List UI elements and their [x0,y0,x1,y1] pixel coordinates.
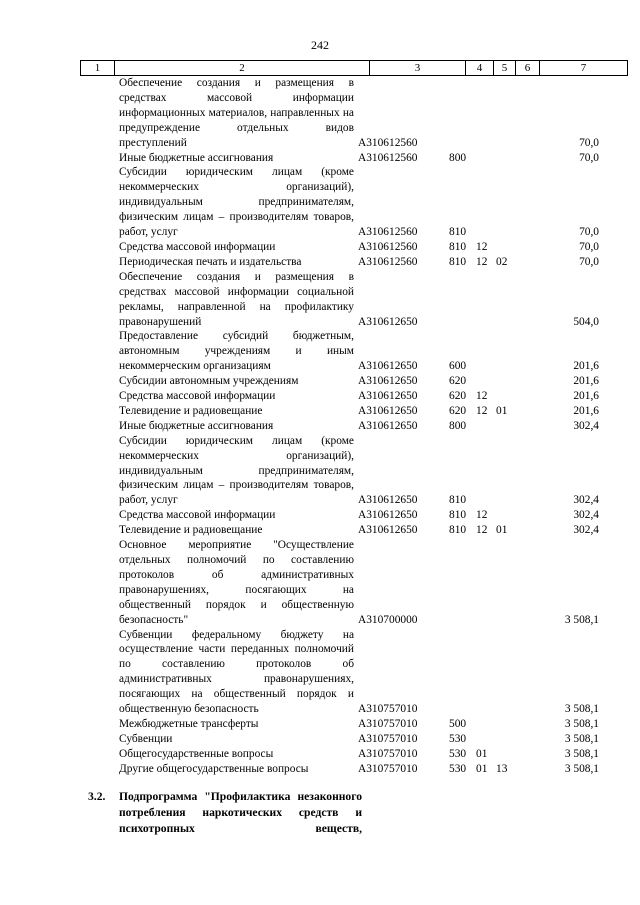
row-code: А310757010 [358,732,418,745]
row-name: Общегосударственные вопросы [119,747,274,760]
row-code: А310612650 [358,524,418,537]
row-code: А310757010 [358,703,418,716]
row-code: А310612560 [358,240,418,253]
header-col-7: 7 [580,62,587,74]
row-name: Другие общегосударственные вопросы [119,762,309,775]
subprogram-title: Подпрограмма "Профилактика незаконного потребления наркотических средств и психотропных веществ, [119,790,362,835]
row-vr: 600 [449,360,467,373]
header-col-4: 4 [466,61,494,75]
row-sum: 201,6 [573,360,599,373]
table-row [80,165,626,240]
row-code: А310612650 [358,494,418,507]
header-col-6: 6 [516,61,540,75]
header-col-5: 5 [494,61,516,75]
row-name: Субвенции федеральному бюджету на осуществление части переданных полномочий по составлению протоколов об административных правонарушениях, посягающих на общественный порядок и общественную безопасность [119,628,354,716]
table-row [80,329,626,374]
table-row [80,747,626,762]
table-row [80,628,626,717]
row-code: А310700000 [358,613,418,626]
row-vr: 530 [449,732,467,745]
row-sum: 201,6 [573,390,599,403]
row-sum: 70,0 [579,151,599,164]
row-sum: 70,0 [579,240,599,253]
subprogram-heading [88,789,368,837]
row-sum: 504,0 [573,315,599,328]
table-row [80,419,626,434]
row-code: А310757010 [358,762,418,775]
row-vr: 810 [449,494,467,507]
row-sum: 201,6 [573,404,599,417]
row-name: Телевидение и радиовещание [119,404,263,417]
row-rz: 12 [476,524,488,537]
row-vr: 810 [449,255,467,268]
header-col-2: 2 [115,61,370,75]
row-sum: 302,4 [573,494,599,507]
row-name: Иные бюджетные ассигнования [119,151,274,164]
row-sum: 3 508,1 [564,747,599,760]
table-row [80,240,626,255]
row-sum: 302,4 [573,524,599,537]
table-row [80,434,626,509]
row-vr: 620 [449,375,467,388]
row-name: Средства массовой информации [119,509,276,522]
row-rz: 12 [476,509,488,522]
table-body [80,76,626,777]
row-vr: 800 [449,151,467,164]
row-sum: 3 508,1 [564,732,599,745]
header-col-3: 3 [370,61,466,75]
row-pr: 01 [496,404,508,417]
row-vr: 810 [449,524,467,537]
table-row [80,270,626,330]
table-row [80,732,626,747]
row-vr: 530 [449,762,467,775]
row-vr: 800 [449,419,467,432]
row-sum: 201,6 [573,375,599,388]
row-rz: 01 [476,747,488,760]
row-vr: 530 [449,747,467,760]
row-rz: 12 [476,404,488,417]
row-code: А310612560 [358,255,418,268]
row-code: А310612650 [358,315,418,328]
row-sum: 3 508,1 [564,613,599,626]
row-vr: 810 [449,509,467,522]
row-name: Телевидение и радиовещание [119,524,263,537]
row-vr: 620 [449,404,467,417]
row-rz: 12 [476,240,488,253]
row-sum: 3 508,1 [564,762,599,775]
row-sum: 302,4 [573,509,599,522]
row-code: А310612650 [358,509,418,522]
row-code: А310757010 [358,747,418,760]
row-pr: 01 [496,524,508,537]
table-row [80,255,626,270]
subprogram-number: 3.2. [88,790,106,803]
row-name: Субсидии юридическим лицам (кроме некоммерческих организаций), индивидуальным предпринимателям, физическим лицам – производителям товаров, работ, услуг [119,434,354,507]
table-row [80,374,626,389]
row-sum: 70,0 [579,226,599,239]
row-name: Субвенции [119,732,173,745]
row-sum: 3 508,1 [564,703,599,716]
table-row [80,538,626,627]
page-number: 242 [311,38,329,52]
row-name: Периодическая печать и издательства [119,255,302,268]
row-rz: 12 [476,255,488,268]
row-name: Предоставление субсидий бюджетным, автономным учреждениям и иным некоммерческим организациям [119,330,354,373]
table-header [80,60,628,76]
row-vr: 500 [449,717,467,730]
row-name: Субсидии автономным учреждениям [119,375,299,388]
row-name: Обеспечение создания и размещения в средствах массовой информации информационных материалов, направленных на предупреждение отдельных видов преступлений [119,77,354,149]
row-sum: 70,0 [579,136,599,149]
row-name: Субсидии юридическим лицам (кроме некоммерческих организаций), индивидуальным предпринимателям, физическим лицам – производителям товаров, работ, услуг [119,166,354,239]
row-sum: 3 508,1 [564,717,599,730]
header-col-1: 1 [81,61,115,75]
row-name: Основное мероприятие "Осуществление отдельных полномочий по составлению протоколов об административных правонарушениях, посягающих на общественный порядок и общественную безопасность" [119,539,354,626]
row-name: Межбюджетные трансферты [119,717,259,730]
row-rz: 01 [476,762,488,775]
row-name: Иные бюджетные ассигнования [119,419,274,432]
row-code: А310612650 [358,404,418,417]
row-name: Обеспечение создания и размещения в средствах массовой информации социальной рекламы, направленной на профилактику правонарушений [119,270,354,328]
row-name: Средства массовой информации [119,240,276,253]
table-row [80,76,626,151]
table-row [80,389,626,404]
row-code: А310612560 [358,136,418,149]
row-code: А310612560 [358,151,418,164]
row-vr: 810 [449,226,467,239]
table-row [80,404,626,419]
row-vr: 620 [449,390,467,403]
table-row [80,508,626,523]
row-sum: 70,0 [579,255,599,268]
row-code: А310612650 [358,360,418,373]
row-sum: 302,4 [573,419,599,432]
row-pr: 02 [496,255,508,268]
table-row [80,151,626,166]
row-pr: 13 [496,762,508,775]
row-code: А310612560 [358,226,418,239]
row-code: А310612650 [358,375,418,388]
table-row [80,762,626,777]
row-rz: 12 [476,390,488,403]
table-row [80,523,626,538]
row-code: А310612650 [358,419,418,432]
row-name: Средства массовой информации [119,390,276,403]
row-vr: 810 [449,240,467,253]
table-row [80,717,626,732]
row-code: А310612650 [358,390,418,403]
row-code: А310757010 [358,717,418,730]
